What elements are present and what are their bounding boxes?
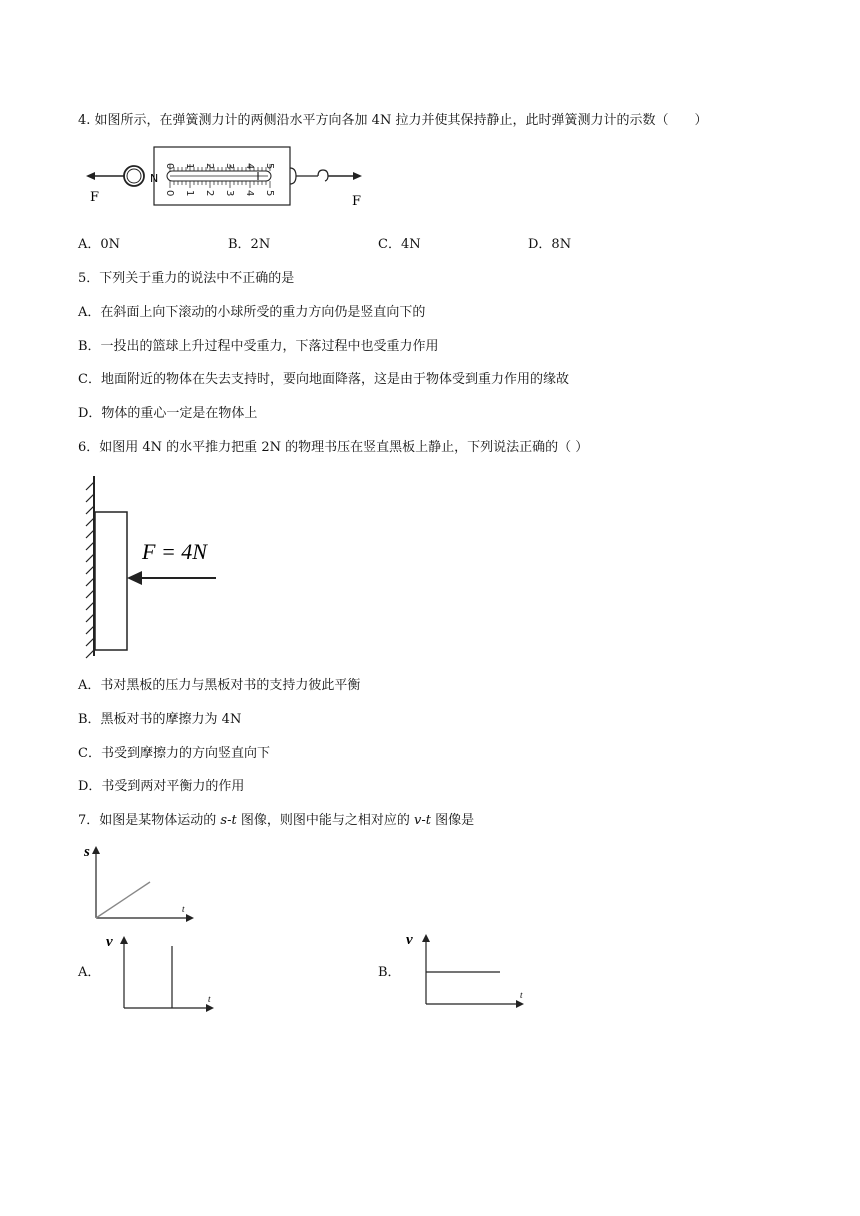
q5-option-c[interactable]: C．地面附近的物体在失去支持时，要向地面降落，这是由于物体受到重力作用的缘故 [78, 372, 569, 387]
q6-option-b[interactable]: B．黑板对书的摩擦力为 4N [78, 712, 242, 727]
vt-a-xlabel: t [208, 994, 211, 1004]
q4-option-b[interactable]: B．2N [228, 237, 271, 252]
q4-option-d[interactable]: D．8N [528, 237, 572, 252]
st-graph [82, 840, 202, 922]
q4-option-a[interactable]: A．0N [78, 237, 121, 252]
book-rect [95, 512, 127, 650]
vt-b-xlabel: t [520, 990, 523, 1000]
scale-bottom-5: 5 [264, 190, 275, 197]
q5-stem: 5．下列关于重力的说法中不正确的是 [78, 271, 295, 286]
scale-bottom-2: 2 [204, 190, 215, 197]
unit-label: N [150, 172, 159, 185]
scale-top-2: 2 [204, 163, 215, 170]
vt-graph-a[interactable] [104, 930, 224, 1012]
q7-stem: 7．如图是某物体运动的 s-t 图像，则图中能与之相对应的 v-t 图像是 [78, 813, 475, 828]
q5-option-b[interactable]: B．一投出的篮球上升过程中受重力，下落过程中也受重力作用 [78, 339, 439, 354]
q6-option-a[interactable]: A．书对黑板的压力与黑板对书的支持力彼此平衡 [78, 678, 361, 693]
vt-graph-b[interactable] [404, 928, 534, 1010]
left-force-label: F [90, 190, 100, 205]
q7-option-b[interactable]: B． [378, 965, 401, 980]
scale-bottom-4: 4 [244, 190, 255, 197]
q6-stem: 6．如图用 4N 的水平推力把重 2N 的物理书压在竖直黑板上静止，下列说法正确的（ ） [78, 440, 589, 455]
q5-option-d[interactable]: D．物体的重心一定是在物体上 [78, 406, 258, 421]
q4-option-c[interactable]: C．4N [378, 237, 421, 252]
st-xlabel: t [182, 904, 185, 914]
right-force-label: F [352, 194, 362, 209]
q4-stem: 4. 如图所示，在弹簧测力计的两侧沿水平方向各加 4N 拉力并使其保持静止，此时弹簧测力计的示数（ ） [78, 113, 708, 128]
scale-bottom-3: 3 [224, 190, 235, 197]
scale-top-1: 1 [184, 163, 195, 170]
scale-top-5: 5 [264, 163, 275, 170]
blackboard-figure [82, 474, 232, 660]
q6-option-d[interactable]: D．书受到两对平衡力的作用 [78, 779, 245, 794]
scale-top-0: 0 [164, 163, 175, 170]
force-label: F = 4N [142, 539, 207, 564]
spring-scale-figure [82, 142, 372, 210]
q7-option-a[interactable]: A． [78, 965, 101, 980]
st-ylabel: s [84, 844, 90, 860]
vt-a-ylabel: v [106, 934, 113, 950]
force-arrowhead [127, 571, 142, 585]
scale-top-3: 3 [224, 163, 235, 170]
scale-bottom-1: 1 [184, 190, 195, 197]
vt-b-ylabel: v [406, 932, 413, 948]
q6-option-c[interactable]: C．书受到摩擦力的方向竖直向下 [78, 746, 270, 761]
scale-bottom-0: 0 [164, 190, 175, 197]
q5-option-a[interactable]: A．在斜面上向下滚动的小球所受的重力方向仍是竖直向下的 [78, 305, 426, 320]
scale-top-4: 4 [244, 163, 255, 170]
